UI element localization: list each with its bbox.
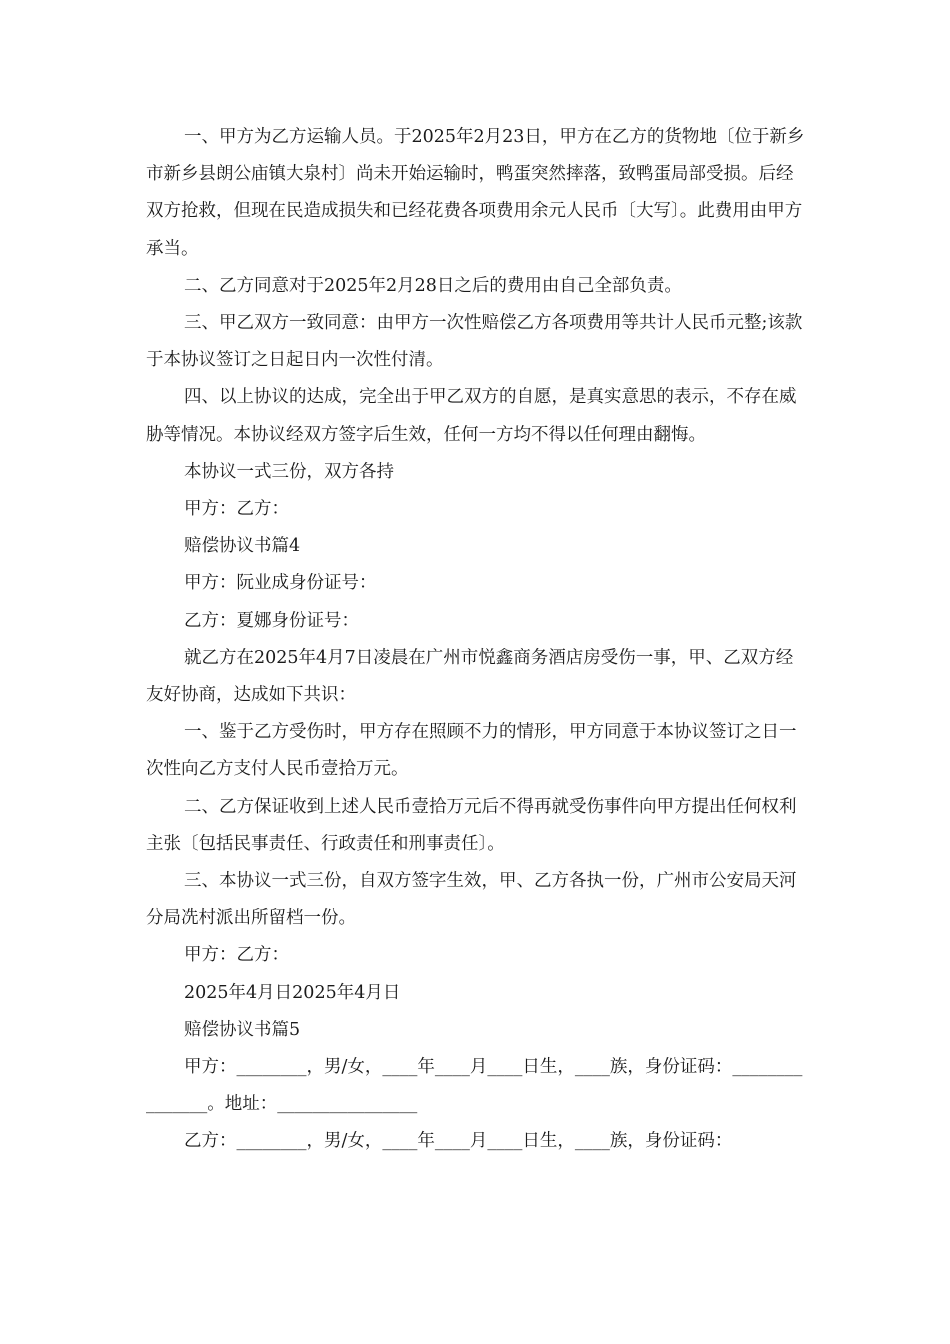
signature-parties: 甲方：乙方： (184, 499, 289, 520)
party-b-info: 乙方：夏娜身份证号： (184, 610, 359, 631)
copies-note: 本协议一式三份，双方各持 (184, 461, 394, 482)
document-body (146, 119, 806, 1161)
party-a-info: 甲方：阮业成身份证号： (184, 573, 377, 594)
party-a-form: 甲方：________，男/女，____年____月____日生，____族，身份证码：_______________。地址：________________ (146, 1057, 803, 1115)
party-b-form: 乙方：________，男/女，____年____月____日生，____族，身份证码： (184, 1131, 733, 1152)
clause-3-compensation: 三、甲乙双方一致同意：由甲方一次性赔偿乙方各项费用等共计人民币元整;该款于本协议签订之日起日内一次性付清。 (146, 313, 803, 371)
agreement-clause-3: 三、本协议一式三份，自双方签字生效，甲、乙方各执一份，广州市公安局天河分局冼村派出所留档一份。 (146, 871, 797, 929)
signature-parties-2: 甲方：乙方： (184, 945, 289, 966)
signature-dates: 2025年4月日2025年4月日 (184, 982, 401, 1003)
clause-1-liability: 一、甲方为乙方运输人员。于2025年2月23日，甲方在乙方的货物地〔位于新乡市新乡县朗公庙镇大泉村〕尚未开始运输时，鸭蛋突然摔落，致鸭蛋局部受损。后经双方抢救，但现在民造成损失和已经花费各项费用余元人民币〔大写〕。此费用由甲方承当。 (146, 127, 805, 259)
clause-4-voluntary: 四、以上协议的达成，完全出于甲乙双方的自愿，是真实意思的表示，不存在威胁等情况。本协议经双方签字后生效，任何一方均不得以任何理由翻悔。 (146, 387, 797, 445)
agreement-clause-2: 二、乙方保证收到上述人民币壹拾万元后不得再就受伤事件向甲方提出任何权利主张〔包括民事责任、行政责任和刑事责任〕。 (146, 796, 797, 854)
agreement-clause-1: 一、鉴于乙方受伤时，甲方存在照顾不力的情形，甲方同意于本协议签订之日一次性向乙方支付人民币壹拾万元。 (146, 722, 797, 780)
section-heading-5: 赔偿协议书篇5 (184, 1019, 301, 1040)
incident-intro: 就乙方在2025年4月7日凌晨在广州市悦鑫商务酒店房受伤一事，甲、乙双方经友好协商，达成如下共识： (146, 647, 794, 706)
section-heading-4: 赔偿协议书篇4 (184, 536, 301, 557)
clause-2-costs: 二、乙方同意对于2025年2月28日之后的费用由自己全部负责。 (184, 275, 682, 296)
